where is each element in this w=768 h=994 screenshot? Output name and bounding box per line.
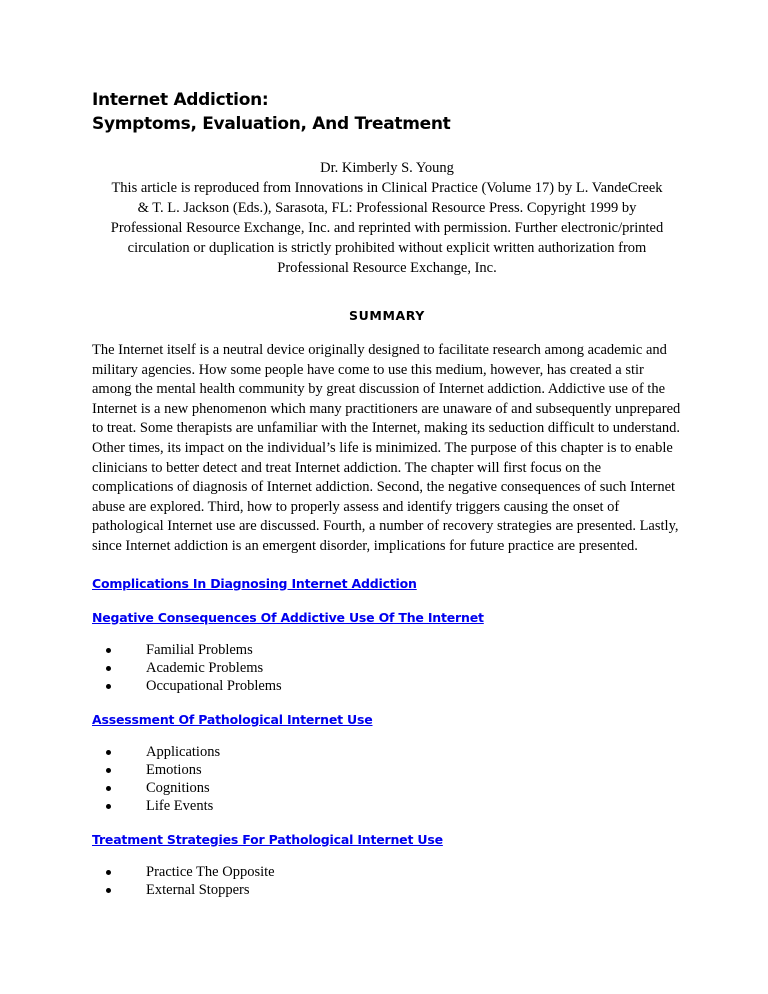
complications-link[interactable]: Complications In Diagnosing Internet Addiction xyxy=(92,575,417,591)
copyright-line-4: circulation or duplication is strictly prohibited without explicit written authorization from xyxy=(127,240,647,256)
list-item: Academic Problems xyxy=(92,659,682,677)
treatment-list xyxy=(92,863,682,899)
bullet-icon xyxy=(106,768,111,773)
bullet-icon xyxy=(106,666,111,671)
list-item: External Stoppers xyxy=(92,881,682,899)
list-item: Emotions xyxy=(92,761,682,779)
consequences-link[interactable]: Negative Consequences Of Addictive Use Of The Internet xyxy=(92,609,484,625)
list-item: Applications xyxy=(92,743,682,761)
copyright-line-1: This article is reproduced from Innovations in Clinical Practice (Volume 17) by L. VandeCreek xyxy=(111,180,663,196)
list-item: Cognitions xyxy=(92,779,682,797)
bullet-icon xyxy=(106,648,111,653)
bullet-icon xyxy=(106,786,111,791)
title-line-2: Symptoms, Evaluation, And Treatment xyxy=(92,114,451,134)
section-treatment xyxy=(92,831,682,899)
bullet-icon xyxy=(106,684,111,689)
assessment-list xyxy=(92,743,682,815)
byline xyxy=(92,158,682,278)
section-consequences xyxy=(92,609,682,695)
copyright-line-5: Professional Resource Exchange, Inc. xyxy=(277,260,497,276)
summary-paragraph: The Internet itself is a neutral device originally designed to facilitate research among academic and military agencies. How some people have come to use this medium, however, has created a stir among the mental health community by great discussion of Internet addiction. Addictive use of the Internet is a new phenomenon which many practitioners are unaware of and subsequently unprepared to treat. Some therapists are unfamiliar with the Internet, making its seduction difficult to understand. Other times, its impact on the individual’s life is minimized. The purpose of this chapter is to enable clinicians to better detect and treat Internet addiction. The chapter will first focus on the complications of diagnosis of Internet addiction. Second, the negative consequences of such Internet abuse are explored. Third, how to properly assess and identify triggers causing the onset of pathological Internet use are discussed. Fourth, a number of recovery strategies are presented. Lastly, since Internet addiction is an emergent disorder, implications for future practice are presented. xyxy=(92,342,681,554)
copyright-line-2: & T. L. Jackson (Eds.), Sarasota, FL: Professional Resource Press. Copyright 1999 by xyxy=(137,200,637,216)
document-page xyxy=(92,88,682,899)
copyright-line-3: Professional Resource Exchange, Inc. and reprinted with permission. Further electronic/printed xyxy=(110,220,664,236)
bullet-icon xyxy=(106,750,111,755)
bullet-icon xyxy=(106,888,111,893)
list-item: Practice The Opposite xyxy=(92,863,682,881)
section-assessment xyxy=(92,711,682,815)
list-item: Occupational Problems xyxy=(92,677,682,695)
assessment-link[interactable]: Assessment Of Pathological Internet Use xyxy=(92,711,373,727)
treatment-link[interactable]: Treatment Strategies For Pathological Internet Use xyxy=(92,831,443,847)
document-title xyxy=(92,88,682,136)
title-line-1: Internet Addiction: xyxy=(92,90,269,110)
list-item: Familial Problems xyxy=(92,641,682,659)
summary-heading: SUMMARY xyxy=(349,308,425,323)
author-name: Dr. Kimberly S. Young xyxy=(320,160,454,176)
bullet-icon xyxy=(106,804,111,809)
bullet-icon xyxy=(106,870,111,875)
section-complications xyxy=(92,575,682,593)
consequences-list xyxy=(92,641,682,695)
list-item: Life Events xyxy=(92,797,682,815)
